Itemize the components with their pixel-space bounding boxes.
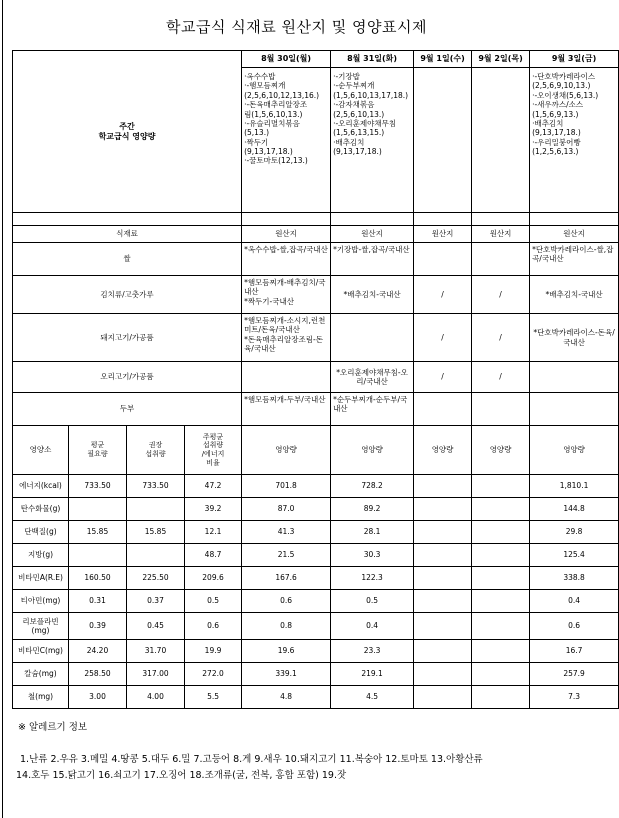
- rec-value: 733.50: [127, 475, 185, 498]
- day-value: 144.8: [530, 498, 619, 521]
- weekly-value: 39.2: [185, 498, 242, 521]
- avg-value: 15.85: [69, 521, 127, 544]
- origin-cell: /: [472, 362, 530, 393]
- origin-cell: [414, 243, 472, 276]
- day-value: 4.8: [242, 686, 331, 709]
- page-left-border: [2, 0, 3, 818]
- weekly-value: 0.6: [185, 613, 242, 640]
- origin-label: 김치류/고춧가루: [13, 276, 242, 314]
- origin-row-kimchi: [13, 276, 619, 314]
- recommended-intake-header: 권장 섭취량: [127, 426, 185, 475]
- day-value: [472, 663, 530, 686]
- origin-header-thu: 원산지: [472, 226, 530, 243]
- ingredient-header: 식재료: [13, 226, 242, 243]
- weekly-intake-header: 주평균 섭취량 /에너지 비율: [185, 426, 242, 475]
- day-value: [414, 663, 472, 686]
- origin-cell: [472, 243, 530, 276]
- day-value: [472, 686, 530, 709]
- avg-value: 258.50: [69, 663, 127, 686]
- weekly-value: 5.5: [185, 686, 242, 709]
- day-value: 701.8: [242, 475, 331, 498]
- nutrition-row-calcium: [13, 663, 619, 686]
- weekly-value: 19.9: [185, 640, 242, 663]
- nutrition-row-carbohydrate: [13, 498, 619, 521]
- origin-label: 두부: [13, 393, 242, 426]
- nutrition-day-header: 영양량: [331, 426, 414, 475]
- origin-label: 돼지고기/가공품: [13, 314, 242, 362]
- day-value: [472, 567, 530, 590]
- rec-value: [127, 544, 185, 567]
- day-value: [414, 475, 472, 498]
- nutrient-name: 티아민(mg): [13, 590, 69, 613]
- day-value: [472, 544, 530, 567]
- day-value: 41.3: [242, 521, 331, 544]
- origin-cell: *배추김치-국내산: [530, 276, 619, 314]
- weekly-nutrition-label: 주간 학교급식 영양량: [13, 51, 242, 213]
- day-value: 19.6: [242, 640, 331, 663]
- menu-wed: [414, 68, 472, 213]
- nutrition-row-protein: [13, 521, 619, 544]
- menu-origin-nutrition-table: [12, 50, 619, 709]
- day-value: [414, 640, 472, 663]
- nutrient-name: 리보플라빈 (mg): [13, 613, 69, 640]
- allergy-list-line-1: 1.난류 2.우유 3.메밀 4.땅콩 5.대두 6.밀 7.고등어 8.게 9.새우 10.돼지고기 11.복숭아 12.토마토 13.아황산류: [20, 754, 483, 765]
- origin-cell: *단호박카레라이스-돈육/국내산: [530, 314, 619, 362]
- rec-value: 31.70: [127, 640, 185, 663]
- page-title: 학교급식 식재료 원산지 및 영양표시제: [166, 18, 427, 36]
- origin-header-wed: 원산지: [414, 226, 472, 243]
- origin-cell: *햄모듬찌개-배추김치/국내산 *짝두기-국내산: [242, 276, 331, 314]
- origin-cell: /: [472, 314, 530, 362]
- day-value: 125.4: [530, 544, 619, 567]
- menu-fri: ·-단호박카레라이스 (2,5,6,9,10,13.) ·-오이생채(5,6,13.) ·-새우까스/소스 (1,5,6,9,13.) ·배추김치 (9,13,17,18.) ·-우리밀붕어빵 (1,2,5,6,13.): [530, 68, 619, 213]
- avg-value: [69, 544, 127, 567]
- avg-value: 160.50: [69, 567, 127, 590]
- day-value: 219.1: [331, 663, 414, 686]
- origin-header-fri: 원산지: [530, 226, 619, 243]
- rec-value: 317.00: [127, 663, 185, 686]
- day-value: [472, 475, 530, 498]
- avg-value: 733.50: [69, 475, 127, 498]
- weekly-value: 48.7: [185, 544, 242, 567]
- day-value: [472, 640, 530, 663]
- day-value: 28.1: [331, 521, 414, 544]
- origin-label: 쌀: [13, 243, 242, 276]
- day-value: 30.3: [331, 544, 414, 567]
- origin-cell: [530, 362, 619, 393]
- day-value: 0.8: [242, 613, 331, 640]
- day-value: 4.5: [331, 686, 414, 709]
- day-value: 87.0: [242, 498, 331, 521]
- nutrition-header-row: [13, 426, 619, 475]
- rec-value: [127, 498, 185, 521]
- allergy-info-title: ※ 알레르기 정보: [18, 722, 88, 733]
- nutrient-name: 지방(g): [13, 544, 69, 567]
- origin-header-row: [13, 226, 619, 243]
- rec-value: 0.45: [127, 613, 185, 640]
- avg-requirement-header: 평균 필요량: [69, 426, 127, 475]
- date-header-mon: 8월 30일(월): [242, 51, 331, 68]
- rec-value: 225.50: [127, 567, 185, 590]
- avg-value: 0.39: [69, 613, 127, 640]
- nutrition-row-thiamin: [13, 590, 619, 613]
- origin-cell: *배추김치-국내산: [331, 276, 414, 314]
- origin-header-mon: 원산지: [242, 226, 331, 243]
- menu-thu: [472, 68, 530, 213]
- day-value: 0.6: [242, 590, 331, 613]
- day-value: 21.5: [242, 544, 331, 567]
- rec-value: 15.85: [127, 521, 185, 544]
- day-value: 1,810.1: [530, 475, 619, 498]
- day-value: [414, 613, 472, 640]
- nutrition-row-energy: [13, 475, 619, 498]
- origin-cell: *단호박카레라이스-쌀,잡곡/국내산: [530, 243, 619, 276]
- day-value: [414, 521, 472, 544]
- origin-cell: *기장밥-쌀,잡곡/국내산: [331, 243, 414, 276]
- origin-cell: *옥수수밥-쌀,잡곡/국내산: [242, 243, 331, 276]
- day-value: 0.4: [331, 613, 414, 640]
- weekly-value: 47.2: [185, 475, 242, 498]
- date-header-wed: 9월 1일(수): [414, 51, 472, 68]
- nutrient-name: 에너지(kcal): [13, 475, 69, 498]
- day-value: 728.2: [331, 475, 414, 498]
- day-value: 23.3: [331, 640, 414, 663]
- day-value: [414, 544, 472, 567]
- nutrition-row-vitamin-a: [13, 567, 619, 590]
- date-header-tue: 8월 31일(화): [331, 51, 414, 68]
- nutrient-name: 탄수화물(g): [13, 498, 69, 521]
- nutrition-row-vitamin-c: [13, 640, 619, 663]
- avg-value: 0.31: [69, 590, 127, 613]
- weekly-value: 0.5: [185, 590, 242, 613]
- day-value: [414, 686, 472, 709]
- day-value: 339.1: [242, 663, 331, 686]
- day-value: [472, 613, 530, 640]
- avg-value: [69, 498, 127, 521]
- day-value: [472, 498, 530, 521]
- rec-value: 0.37: [127, 590, 185, 613]
- origin-row-tofu: [13, 393, 619, 426]
- day-value: 16.7: [530, 640, 619, 663]
- origin-cell: [242, 362, 331, 393]
- origin-row-duck: [13, 362, 619, 393]
- day-value: 0.5: [331, 590, 414, 613]
- day-value: [414, 590, 472, 613]
- origin-row-rice: [13, 243, 619, 276]
- origin-cell: /: [472, 276, 530, 314]
- origin-cell: [530, 393, 619, 426]
- nutrient-name: 철(mg): [13, 686, 69, 709]
- day-value: [472, 590, 530, 613]
- origin-row-pork: [13, 314, 619, 362]
- date-header-row: [13, 51, 619, 68]
- origin-cell: [472, 393, 530, 426]
- nutrition-row-riboflavin: [13, 613, 619, 640]
- origin-cell: [331, 314, 414, 362]
- day-value: [414, 498, 472, 521]
- nutrient-name: 칼슘(mg): [13, 663, 69, 686]
- nutrient-name: 단백질(g): [13, 521, 69, 544]
- origin-cell: [414, 393, 472, 426]
- date-header-fri: 9월 3일(금): [530, 51, 619, 68]
- day-value: 29.8: [530, 521, 619, 544]
- day-value: 122.3: [331, 567, 414, 590]
- day-value: 257.9: [530, 663, 619, 686]
- allergy-list-line-2: 14.호두 15.닭고기 16.쇠고기 17.오징어 18.조개류(굴, 전복, 홍합 포함) 19.잣: [16, 770, 347, 781]
- origin-cell: *순두부찌개-순두부/국내산: [331, 393, 414, 426]
- nutrition-row-fat: [13, 544, 619, 567]
- origin-header-tue: 원산지: [331, 226, 414, 243]
- origin-label: 오리고기/가공품: [13, 362, 242, 393]
- origin-cell: /: [414, 314, 472, 362]
- menu-tue: ·-기장밥 ·-순두부찌개 (1,5,6,10,13,17,18.) ·-감자채볶음 (2,5,6,10,13.) ·-오리훈제야채무침 (1,5,6,13,15.) ·배추김치 (9,13,17,18.): [331, 68, 414, 213]
- day-value: 0.6: [530, 613, 619, 640]
- nutrition-day-header: 영양량: [242, 426, 331, 475]
- nutrition-day-header: 영양량: [530, 426, 619, 475]
- day-value: 7.3: [530, 686, 619, 709]
- origin-cell: *햄모듬찌개-소시지,런천미트/돈육/국내산 *돈육매추리알장조림-돈육/국내산: [242, 314, 331, 362]
- day-value: 338.8: [530, 567, 619, 590]
- menu-mon: ·옥수수밥 ·-햄모듬찌개 (2,5,6,10,12,13,16.) ·-돈육매추리알장조 림(1,5,6,10,13.) ·-유슬리멸치볶음 (5,13.) ·짝두기 (9,13,17,18.) ·-꿀토마토(12,13.): [242, 68, 331, 213]
- nutrient-header: 영양소: [13, 426, 69, 475]
- nutrition-day-header: 영양량: [472, 426, 530, 475]
- avg-value: 24.20: [69, 640, 127, 663]
- day-value: [414, 567, 472, 590]
- nutrient-name: 비타민A(R.E): [13, 567, 69, 590]
- spacer-row: [13, 213, 619, 226]
- weekly-value: 209.6: [185, 567, 242, 590]
- nutrition-row-iron: [13, 686, 619, 709]
- day-value: 89.2: [331, 498, 414, 521]
- origin-cell: /: [414, 276, 472, 314]
- origin-cell: /: [414, 362, 472, 393]
- weekly-value: 272.0: [185, 663, 242, 686]
- weekly-value: 12.1: [185, 521, 242, 544]
- avg-value: 3.00: [69, 686, 127, 709]
- nutrient-name: 비타민C(mg): [13, 640, 69, 663]
- origin-cell: *햄모듬찌개-두부/국내산: [242, 393, 331, 426]
- day-value: 0.4: [530, 590, 619, 613]
- day-value: [472, 521, 530, 544]
- origin-cell: *오리훈제야채무침-오리/국내산: [331, 362, 414, 393]
- day-value: 167.6: [242, 567, 331, 590]
- date-header-thu: 9월 2일(목): [472, 51, 530, 68]
- rec-value: 4.00: [127, 686, 185, 709]
- nutrition-day-header: 영양량: [414, 426, 472, 475]
